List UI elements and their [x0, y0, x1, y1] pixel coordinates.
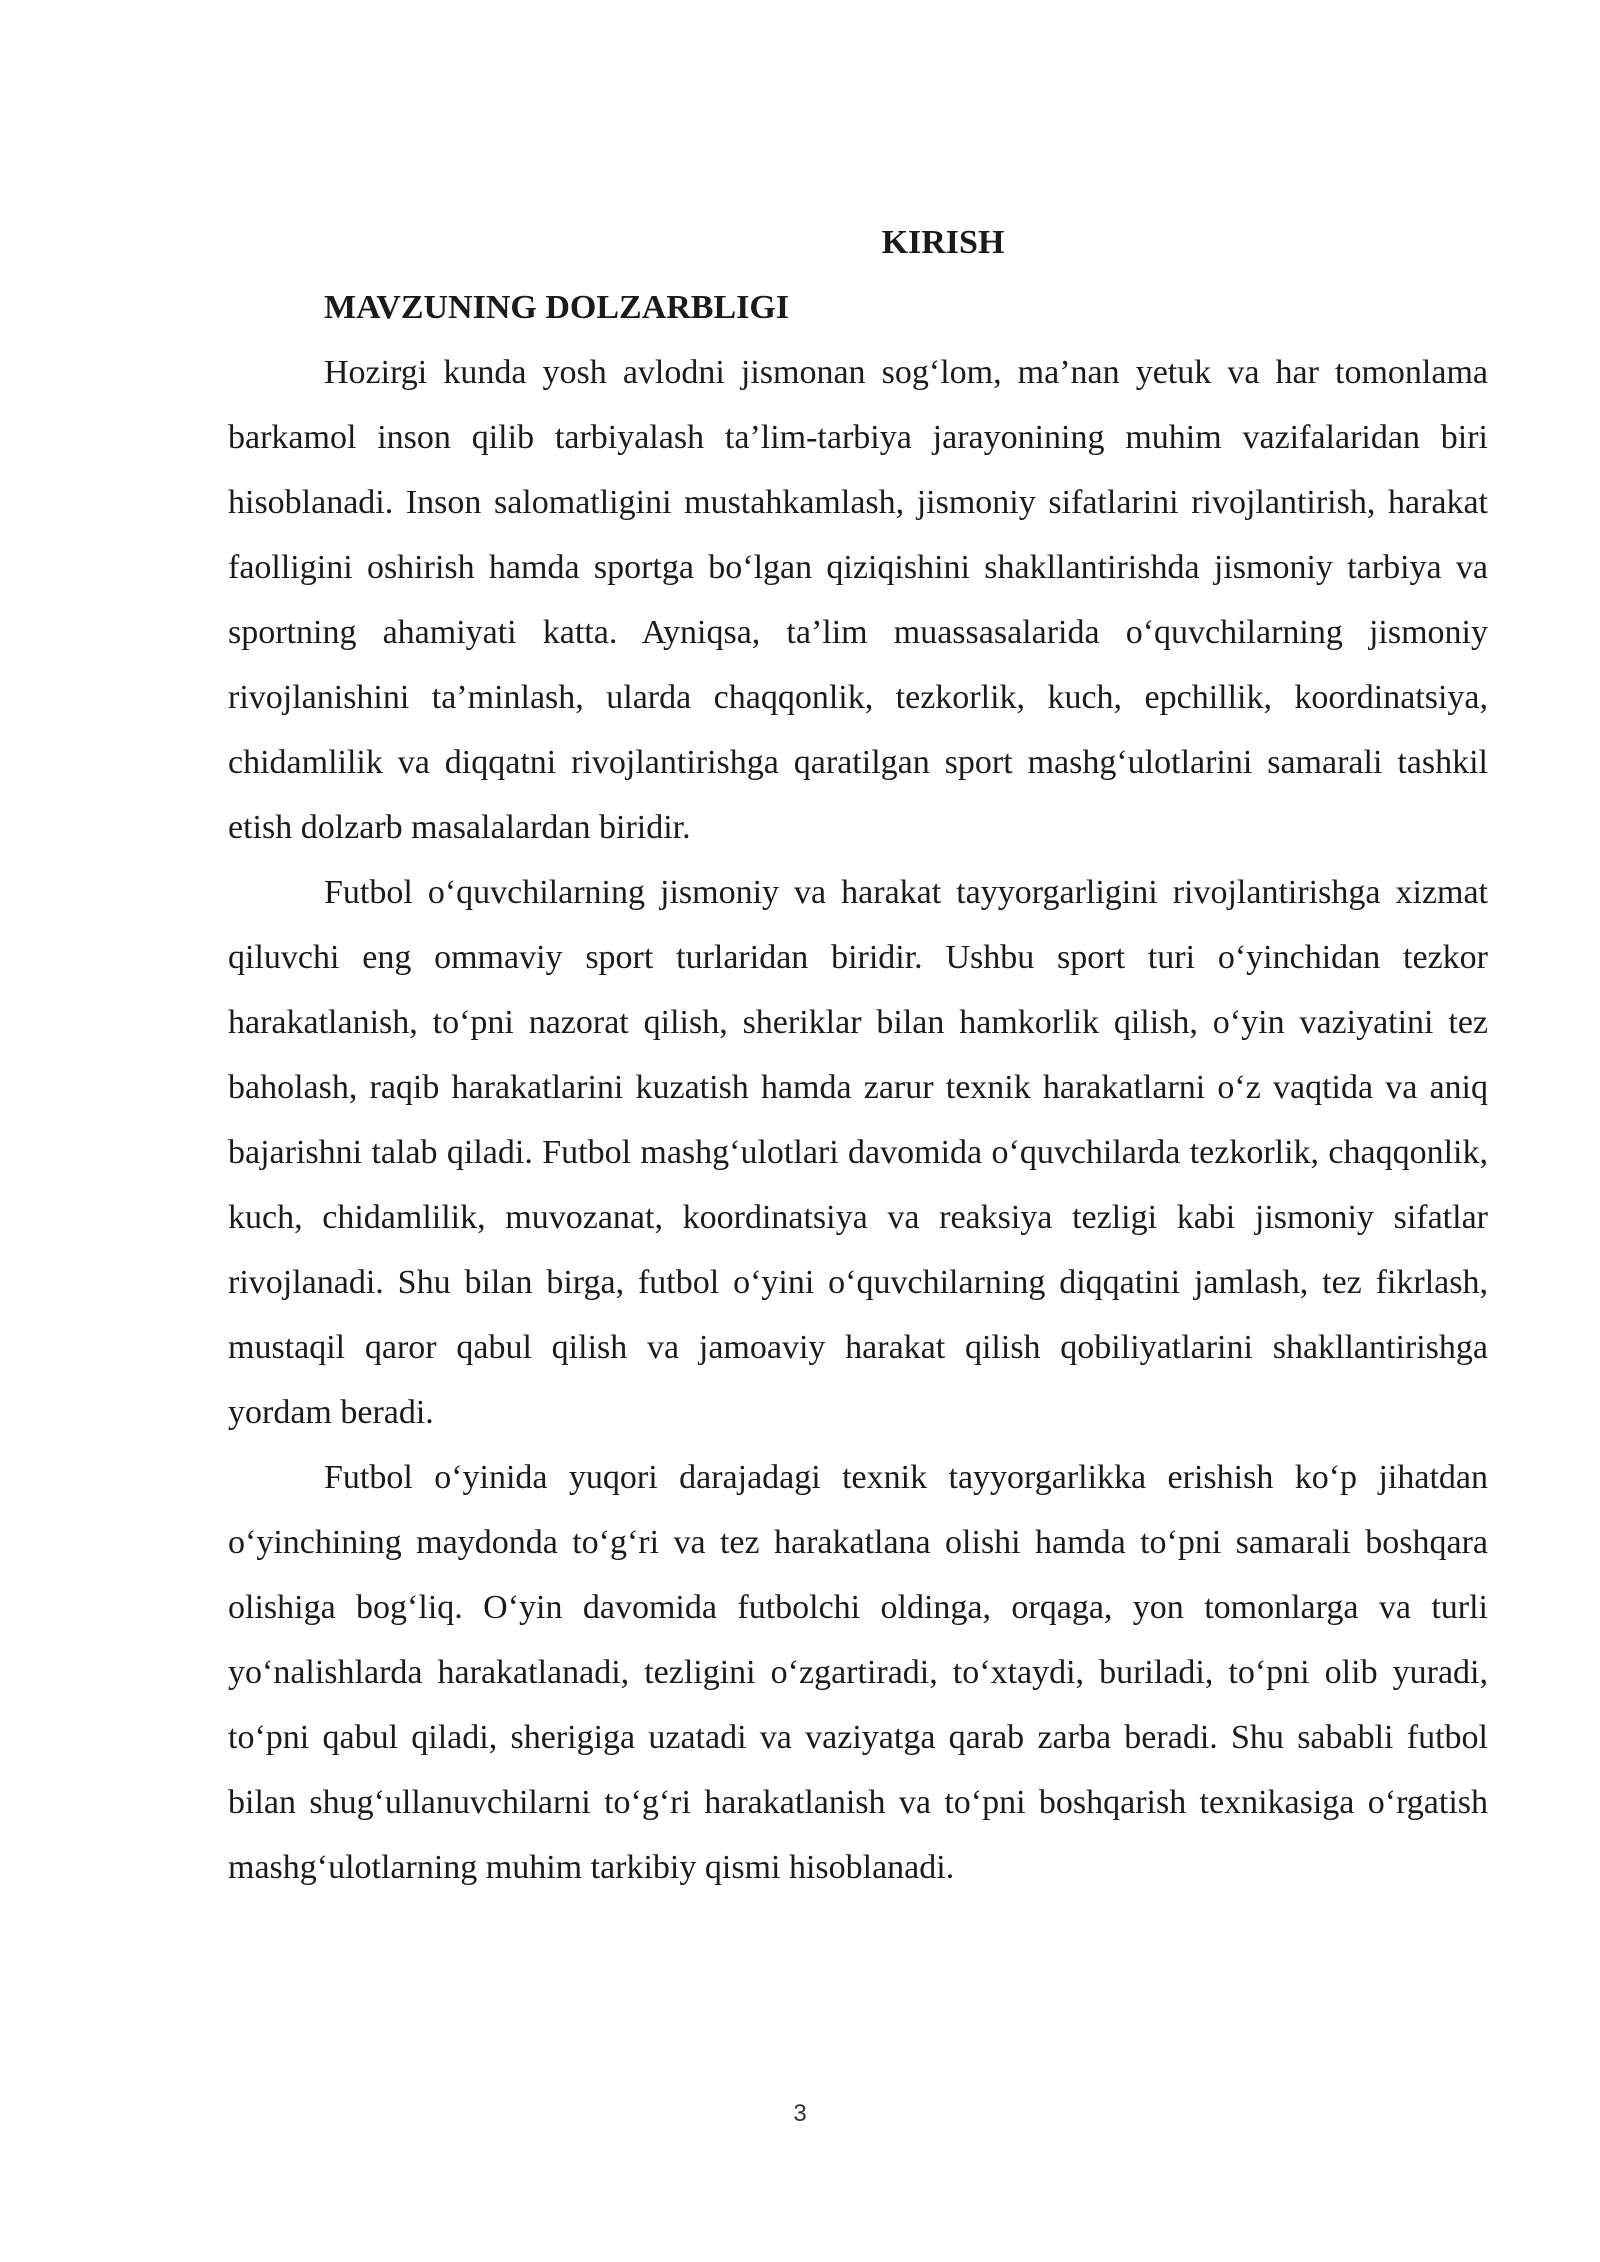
page-number: 3 [793, 2100, 807, 2127]
paragraph-3: Futbol o‘yinida yuqori darajadagi texnik tayyorgarlikka erishish ko‘p jihatdan o‘yinchining maydonda to‘g‘ri va tez harakatlana olishi hamda to‘pni samarali boshqara olishiga bog‘liq. O‘yin davomida futbolchi oldinga, orqaga, yon tomonlarga va turli yo‘nalishlarda harakatlanadi, tezligini o‘zgartiradi, to‘xtaydi, buriladi, to‘pni olib yuradi, to‘pni qabul qiladi, sherigiga uzatadi va vaziyatga qarab zarba beradi. Shu sababli futbol bilan shug‘ullanuvchilarni to‘g‘ri harakatlanish va to‘pni boshqarish texnikasiga o‘rgatish mashg‘ulotlarning muhim tarkibiy qismi hisoblanadi. [228, 1459, 1488, 1886]
section-title: KIRISH [881, 224, 1005, 261]
paragraph-2: Futbol o‘quvchilarning jismoniy va harakat tayyorgarligini rivojlantirishga xizmat qiluvchi eng ommaviy sport turlaridan biridir. Ushbu sport turi o‘yinchidan tezkor harakatlanish, to‘pni nazorat qilish, sheriklar bilan hamkorlik qilish, o‘yin vaziyatini tez baholash, raqib harakatlarini kuzatish hamda zarur texnik harakatlarni o‘z vaqtida va aniq bajarishni talab qiladi. Futbol mashg‘ulotlari davomida o‘quvchilarda tezkorlik, chaqqonlik, kuch, chidamlilik, muvozanat, koordinatsiya va reaksiya tezligi kabi jismoniy sifatlar rivojlanadi. Shu bilan birga, futbol o‘yini o‘quvchilarning diqqatini jamlash, tez fikrlash, mustaqil qaror qabul qilish va jamoaviy harakat qilish qobiliyatlarini shakllantirishga yordam beradi. [228, 874, 1488, 1431]
paragraph-1: Hozirgi kunda yosh avlodni jismonan sog‘lom, ma’nan yetuk va har tomonlama barkamol inson qilib tarbiyalash ta’lim-tarbiya jarayonining muhim vazifalaridan biri hisoblanadi. Inson salomatligini mustahkamlash, jismoniy sifatlarini rivojlantirish, harakat faolligini oshirish hamda sportga bo‘lgan qiziqishini shakllantirishda jismoniy tarbiya va sportning ahamiyati katta. Ayniqsa, ta’lim muassasalarida o‘quvchilarning jismoniy rivojlanishini ta’minlash, ularda chaqqonlik, tezkorlik, kuch, epchillik, koordinatsiya, chidamlilik va diqqatni rivojlantirishga qaratilgan sport mashg‘ulotlarini samarali tashkil etish dolzarb masalalardan biridir. [228, 354, 1488, 846]
section-subtitle: MAVZUNING DOLZARBLIGI [324, 289, 790, 326]
document-body [228, 210, 1488, 1900]
